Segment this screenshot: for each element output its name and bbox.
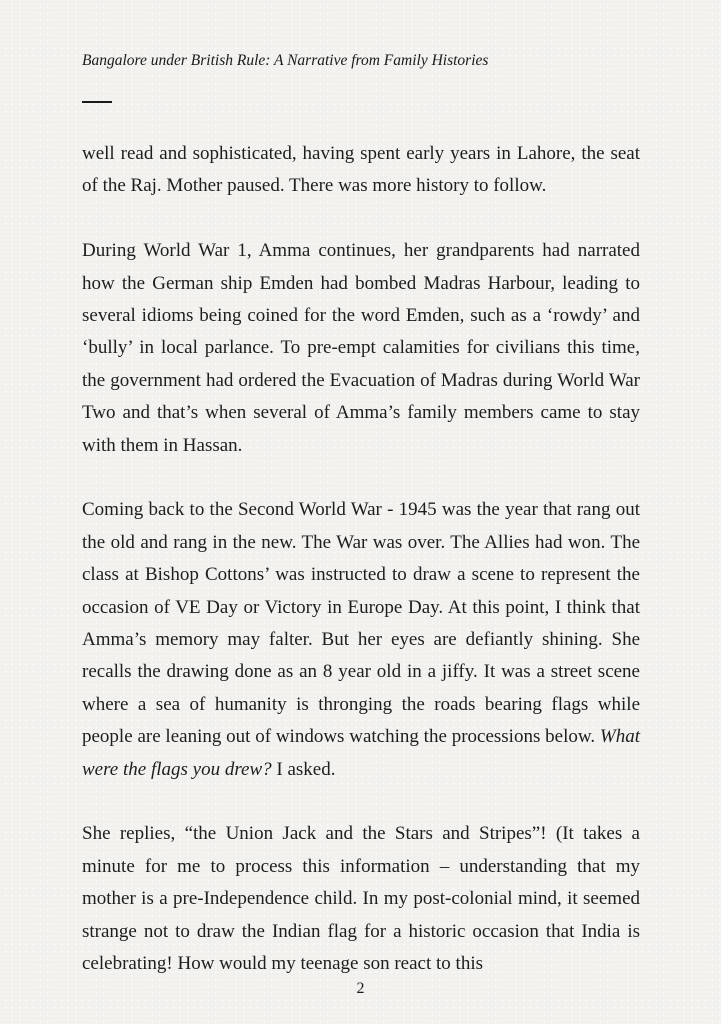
paragraph-2-text: During World War 1, Amma continues, her grandparents had narrated how the German ship Emden had bombed Madras Harbour, leading to several idioms being coined for the word Emden, such as a ‘rowdy’ and ‘bully’ in local parlance. To pre-empt calamities for civilians this time, the government had ordered the Evacuation of Madras during World War Two and that’s when several of Amma’s family members came to stay with them in Hassan. [82, 240, 640, 456]
paragraph-1 [82, 138, 640, 203]
paragraph-1-text: well read and sophisticated, having spent early years in Lahore, the seat of the Raj. Mother paused. There was more history to follow. [82, 143, 640, 197]
paragraph-3-text: Coming back to the Second World War - 1945 was the year that rang out the old and rang in the new. The War was over. The Allies had won. The class at Bishop Cottons’ was instructed to draw a scene to represent the occasion of VE Day or Victory in Europe Day. At this point, I think that Amma’s memory may falter. But her eyes are defiantly shining. She recalls the drawing done as an 8 year old in a jiffy. It was a street scene where a sea of humanity is thronging the roads bearing flags while people are leaning out of windows watching the processions below. [82, 499, 640, 748]
paragraph-3-italic-question: What were the flags you drew? [82, 726, 640, 780]
body-text [82, 138, 640, 981]
paragraph-2 [82, 235, 640, 462]
paragraph-4 [82, 818, 640, 980]
paragraph-3 [82, 494, 640, 786]
paragraph-4-text: She replies, “the Union Jack and the Stars and Stripes”! (It takes a minute for me to process this information – understanding that my mother is a pre-Independence child. In my post-colonial mind, it seemed strange not to draw the Indian flag for a historic occasion that India is celebrating! How would my teenage son react to this [82, 823, 640, 975]
page-number: 2 [356, 980, 365, 997]
header-rule [82, 101, 112, 103]
paragraph-3-tail: I asked. [271, 758, 336, 780]
running-header-title: Bangalore under British Rule: A Narrative from Family Histories [82, 52, 489, 69]
